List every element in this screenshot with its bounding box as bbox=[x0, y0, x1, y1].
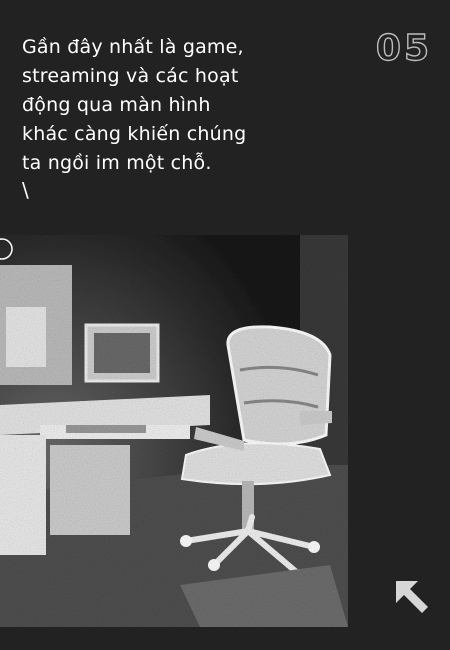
caption-line-1: Gần đây nhất là game, bbox=[22, 36, 244, 58]
arrow-up-left-icon[interactable] bbox=[392, 577, 432, 617]
gaming-setup-photo bbox=[0, 235, 348, 627]
caption-line-3: động qua màn hình bbox=[22, 94, 211, 116]
caption-line-2: streaming và các hoạt bbox=[22, 65, 239, 87]
caption-text bbox=[22, 33, 322, 178]
caption-line-5: ta ngồi im một chỗ. bbox=[22, 152, 212, 174]
section-number: 05 bbox=[375, 28, 432, 69]
caption-marker: \ bbox=[22, 178, 29, 202]
caption-line-4: khác càng khiến chúng bbox=[22, 123, 247, 145]
